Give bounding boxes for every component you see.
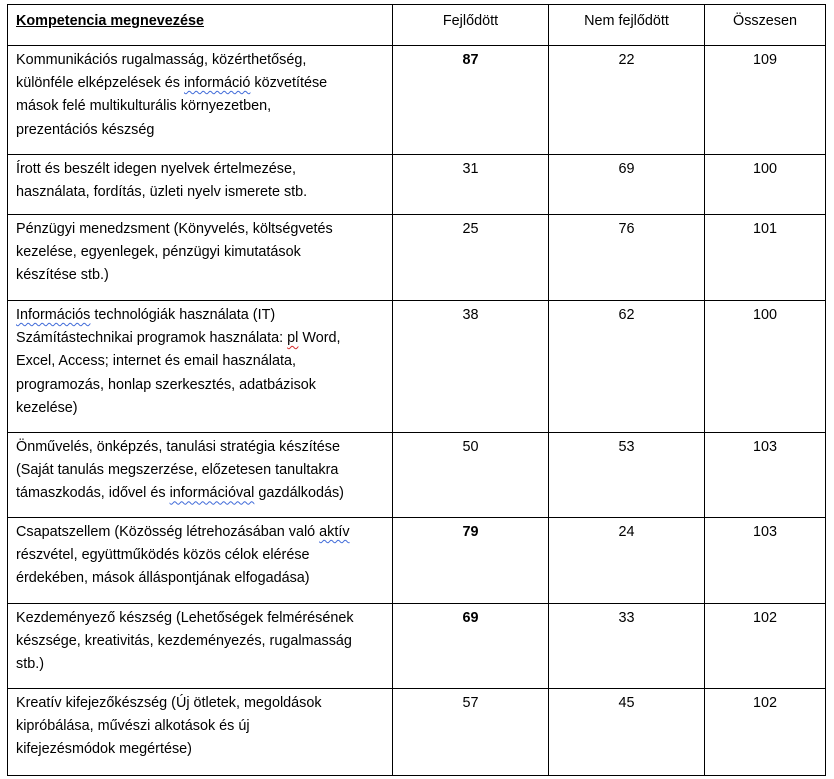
name-line: mások felé multikulturális környezetben, — [16, 98, 272, 115]
competency-name — [8, 155, 393, 215]
name-line: Word, — [298, 330, 341, 347]
spellcheck-word: pl — [287, 330, 299, 347]
improved-value: 57 — [393, 689, 549, 776]
improved-value: 87 — [393, 46, 549, 155]
improved-value: 38 — [393, 301, 549, 433]
name-line: támaszkodás, idővel és — [16, 485, 170, 502]
not-improved-value: 24 — [549, 518, 705, 604]
table-row — [8, 215, 826, 301]
name-line: részvétel, együttműködés közös célok elérése — [16, 547, 310, 564]
name-line: készsége, kreativitás, kezdeményezés, rugalmasság — [16, 633, 352, 650]
name-line: különféle elképzelések és — [16, 75, 184, 92]
not-improved-value: 53 — [549, 433, 705, 518]
table-row — [8, 433, 826, 518]
name-line: Kreatív kifejezőkészség (Új ötletek, megoldások — [16, 695, 322, 711]
name-line: közvetítése — [250, 75, 328, 92]
competency-name — [8, 518, 393, 604]
name-line: kifejezésmódok megértése) — [16, 741, 192, 758]
name-line: technológiák használata (IT) — [90, 307, 276, 323]
header-competency-label: Kompetencia megnevezése — [16, 13, 204, 29]
total-value: 100 — [705, 301, 826, 433]
header-not-improved: Nem fejlődött — [549, 5, 705, 46]
spellcheck-word: információ — [184, 75, 251, 92]
name-line: Csapatszellem (Közösség létrehozásában való — [16, 524, 320, 540]
total-value: 101 — [705, 215, 826, 301]
name-line: prezentációs készség — [16, 121, 155, 138]
name-line: stb.) — [16, 656, 44, 673]
total-value: 103 — [705, 518, 826, 604]
improved-value: 79 — [393, 518, 549, 604]
total-value: 103 — [705, 433, 826, 518]
spellcheck-word: Információs — [16, 307, 91, 323]
name-line: programozás, honlap szerkesztés, adatbázisok — [16, 376, 316, 393]
name-line: Önművelés, önképzés, tanulási stratégia készítése — [16, 439, 340, 455]
name-line: (Saját tanulás megszerzése, előzetesen tanultakra — [16, 462, 339, 479]
improved-value: 69 — [393, 604, 549, 689]
not-improved-value: 33 — [549, 604, 705, 689]
spellcheck-word: információval — [169, 485, 255, 502]
competency-name — [8, 46, 393, 155]
not-improved-value: 45 — [549, 689, 705, 776]
name-line: Kommunikációs rugalmasság, közérthetőség, — [16, 52, 307, 68]
name-line: Pénzügyi menedzsment (Könyvelés, költségvetés — [16, 221, 333, 237]
header-improved: Fejlődött — [393, 5, 549, 46]
name-line: kezelése) — [16, 399, 78, 416]
table-row — [8, 604, 826, 689]
table-row — [8, 689, 826, 776]
header-row — [8, 5, 826, 46]
name-line: érdekében, mások álláspontjának elfogadása) — [16, 570, 310, 587]
not-improved-value: 76 — [549, 215, 705, 301]
table-row — [8, 155, 826, 215]
competency-table — [7, 4, 826, 776]
competency-name — [8, 689, 393, 776]
competency-name — [8, 433, 393, 518]
spellcheck-word: aktív — [319, 524, 350, 540]
name-line: kipróbálása, művészi alkotások és új — [16, 718, 250, 735]
name-line: Excel, Access; internet és email használata, — [16, 353, 296, 370]
improved-value: 25 — [393, 215, 549, 301]
total-value: 102 — [705, 689, 826, 776]
table-row — [8, 301, 826, 433]
name-line: használata, fordítás, üzleti nyelv ismerete stb. — [16, 184, 308, 201]
not-improved-value: 69 — [549, 155, 705, 215]
competency-name — [8, 301, 393, 433]
table-row — [8, 518, 826, 604]
total-value: 109 — [705, 46, 826, 155]
total-value: 100 — [705, 155, 826, 215]
name-line: gazdálkodás) — [254, 485, 344, 502]
total-value: 102 — [705, 604, 826, 689]
header-competency — [8, 5, 393, 46]
competency-name — [8, 215, 393, 301]
name-line: kezelése, egyenlegek, pénzügyi kimutatások — [16, 244, 301, 261]
name-line: Számítástechnikai programok használata: — [16, 330, 288, 347]
competency-name — [8, 604, 393, 689]
table-row — [8, 46, 826, 155]
not-improved-value: 62 — [549, 301, 705, 433]
name-line: Kezdeményező készség (Lehetőségek felmérésének — [16, 610, 354, 626]
improved-value: 50 — [393, 433, 549, 518]
name-line: készítése stb.) — [16, 267, 109, 284]
name-line: Írott és beszélt idegen nyelvek értelmezése, — [16, 161, 296, 177]
header-total: Összesen — [705, 5, 826, 46]
improved-value: 31 — [393, 155, 549, 215]
not-improved-value: 22 — [549, 46, 705, 155]
